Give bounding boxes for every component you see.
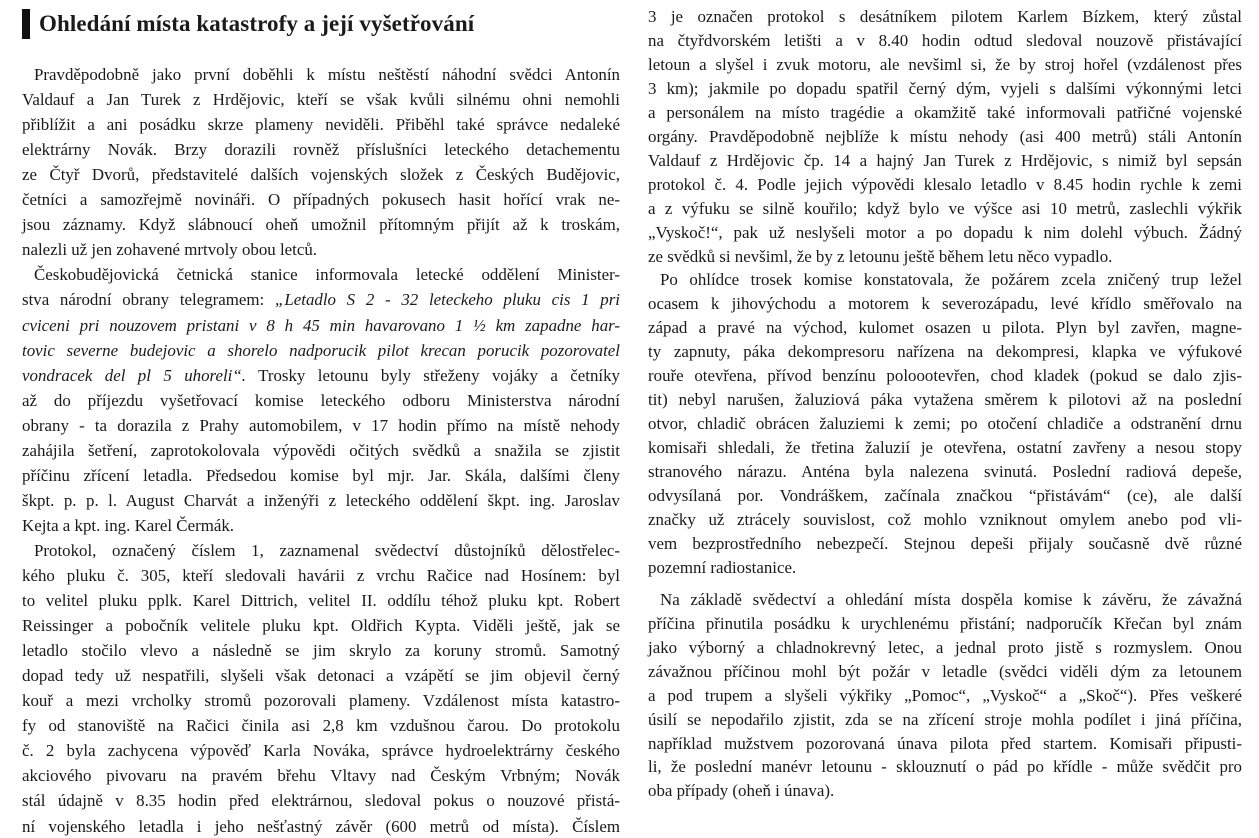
text-line: ty zapnuty, páka dekompresoru nařízena na dekompresi, klapka ve výfukové: [648, 342, 1242, 362]
text-line: ze Čtyř Dvorů, představitelé dalších vojenských složek z Českých Budějovic,: [22, 165, 620, 185]
text-line: elektrárny Novák. Brzy dorazili rovněž příslušníci leteckého detachementu: [22, 140, 620, 160]
text-line: příčina přinutila posádku k urychlenému přistání; nadporučík Křečan byl znám: [648, 613, 1242, 633]
text-line: vondracek del pl 5 uhoreli“. Trosky letounu byly střeženy vojáky a četníky: [22, 365, 620, 385]
text-line: a pod trupem a slyšeli výkřiky „Pomoc“, „Vyskoč“ a „Skoč“). Přes veškeré: [648, 685, 1242, 705]
text-line: protokol č. 4. Podle jejich výpovědi klesalo letadlo v 8.45 hodin rychle k zemi: [648, 174, 1242, 194]
text-line: tit) nebyl narušen, žaluziová páka vytažena směrem k pilotovi až na poslední: [648, 390, 1242, 410]
text-line: četníci a samozřejmě novináři. O případných pokusech hasit hořící vrak ne-: [22, 190, 620, 210]
text-line: akciového pivovaru na pravém břehu Vltavy nad Českým Vrbným; Novák: [22, 766, 620, 786]
text-line: letadlo stočilo vlevo a následně se jim skrylo za koruny stromů. Samotný: [22, 641, 620, 661]
text-line: fy od stanoviště na Račici činila asi 2,8 km vzdušnou čarou. Do protokolu: [22, 716, 620, 736]
text-line: závažnou příčinou mohl být požár v letadle (svědci viděli dým za letounem: [648, 661, 1242, 681]
text-line: 3 je označen protokol s desátníkem pilotem Karlem Bízkem, který zůstal: [648, 7, 1242, 26]
text-line: a z výfuku se silně kouřilo; když bylo ve výšce asi 10 metrů, zaslechli výkřik: [648, 198, 1242, 218]
text-line: Kejta a kpt. ing. Karel Čermák.: [22, 515, 234, 535]
text-line: stál údajně v 8.35 hodin před elektrárnou, sledoval pokus o nouzové přistá-: [22, 791, 620, 811]
text-line: Pravděpodobně jako první doběhli k místu neštěstí náhodní svědci Antonín: [34, 65, 620, 84]
text-line: Reissinger a pobočník velitele pluku kpt. Oldřich Kypta. Viděli ještě, jak se: [22, 616, 620, 636]
text-line: zahájila šetření, zaprotokolovala výpovědi očitých svědků a snažila se zjistit: [22, 440, 620, 460]
text-line: jako výborný a chladnokrevný letec, a jednal proto jistě s rozmyslem. Onou: [648, 637, 1242, 657]
text-line: to velitel pluku pplk. Karel Dittrich, velitel II. oddílu téhož pluku kpt. Robert: [22, 591, 620, 611]
text-line: 3 km); jakmile po dopadu spatřil černý dým, vyjeli s dalšími výkonnými letci: [648, 78, 1242, 98]
text-line: „Vyskoč!“, pak už neslyšeli motor a po dopadu k nim dolehl výbuch. Žádný: [648, 222, 1242, 242]
text-line: až do příjezdu vyšetřovací komise leteckého odboru Ministerstva národní: [22, 390, 620, 410]
text-line: dopad tedy už nespatřili, slyšeli však detonaci a vzápětí se jim objevil černý: [22, 666, 620, 686]
text-line: letoun a slyšel i zvuk motoru, ale nevšiml si, že by stroj hořel (vzdálenost přes: [648, 54, 1242, 74]
text-line: ze svědků si nevšiml, že by z letounu ještě během letu něco vypadlo.: [648, 246, 1113, 266]
text-line: kého pluku č. 305, kteří sledovali havárii z vrchu Račice nad Hosínem: byl: [22, 566, 620, 585]
text-line: č. 2 byla zachycena výpověď Karla Nováka, správce hydroelektrárny českého: [22, 741, 620, 761]
text-line: škpt. p. p. l. August Charvát a inženýři z leteckého oddělení škpt. ing. Jaroslav: [22, 490, 620, 510]
text-line: oba případy (oheň i únava).: [648, 781, 835, 801]
text-line: li, že poslední manévr letounu - sklouznutí o pád po křídle - může svědčit pro: [648, 757, 1242, 777]
text-line: rouře otevřena, přívod benzínu poloootevřen, chod kladek (pokud se dalo zjis-: [648, 366, 1242, 386]
text-line: odvysílaná por. Vondráškem, začínala značkou “přistávám“ (ce), ale další: [648, 486, 1242, 505]
text-line: Po ohlídce trosek komise konstatovala, že požárem zcela zničený trup ležel: [660, 270, 1242, 290]
heading-title: Ohledání místa katastrofy a její vyšetřování: [39, 11, 475, 36]
text-line: jsou záznamy. Když slábnoucí oheň umožnil přítomným přijít až k troskám,: [22, 215, 620, 235]
text-line: orgány. Pravděpodobně nejblíže k místu nehody (asi 400 metrů) stáli Antonín: [648, 126, 1242, 146]
text-line: úsilí se nepodařilo zjistit, zda se na zřícení stroje mohla podílet i jiná příčina,: [648, 709, 1242, 729]
text-line: vem bezprostředního nebezpečí. Stejnou depeši přijaly současně dvě různé: [648, 533, 1242, 553]
text-line: kouř a mezi vrcholky stromů pozorovali plameny. Vzdálenost místa katastro-: [22, 691, 620, 711]
text-line: ní vojenského letadla i jeho nešťastný závěr (600 metrů od místa). Číslem: [22, 816, 620, 836]
text-line: ocasem k jihovýchodu a motorem k severozápadu, levé křídlo směřovalo na: [648, 294, 1242, 314]
text-line: Protokol, označený číslem 1, zaznamenal svědectví důstojníků dělostřelec-: [34, 540, 620, 560]
text-line: tovic severne budejovic a shorelo nadporucik pilot krecan porucik pozorovatel: [22, 340, 620, 360]
text-line: na čtyřdvorském letišti a v 8.40 hodin odtud sledoval nouzově přistávající: [648, 30, 1242, 50]
text-line: Českobudějovická četnická stanice informovala letecké oddělení Minister-: [34, 265, 620, 285]
text-line: Valdauf z Hrdějovic čp. 14 a hajný Jan Turek z Hrdějovic, s nimiž byl sepsán: [648, 150, 1242, 170]
text-line: stva národní obrany telegramem: „Letadlo S 2 - 32 leteckeho pluku cis 1 pri: [22, 290, 620, 310]
text-line: pozemní radiostanice.: [648, 557, 797, 577]
text-line: komisaři shledali, že třetina žaluzií je otevřena, ostatní zavřeny a nesou stopy: [648, 438, 1242, 458]
text-line: Valdauf a Jan Turek z Hrdějovic, kteří se však kvůli silnému ohni nemohli: [22, 90, 620, 110]
text-line: značky už ztrácely souvislost, což mohlo vzniknout omylem anebo pod vli-: [648, 509, 1242, 529]
text-line: obrany - ta dorazila z Prahy automobilem, v 17 hodin přímo na místě nehody: [22, 415, 620, 435]
text-line: stranového nárazu. Anténa byla nalezena svinutá. Poslední radiová depeše,: [648, 462, 1242, 482]
text-line: Na základě svědectví a ohledání místa dospěla komise k závěru, že závažná: [660, 589, 1242, 609]
article-heading: [22, 6, 474, 42]
text-line: a personálem na místo tragédie a okamžitě také informovali patřičné vojenské: [648, 102, 1242, 122]
text-line: přiblížit a ani posádku skrze plameny neviděli. Přiběhl také správce nedaleké: [22, 115, 620, 135]
text-line: například mužstvem pozorovaná únava pilota před startem. Komisaři připusti-: [648, 733, 1242, 753]
text-line: západ a pravé na východ, kulomet osazen u pilota. Plyn byl zavřen, magne-: [648, 318, 1242, 338]
text-line: příčinu zřícení letadla. Předsedou komise byl mjr. Jar. Skála, dalšími členy: [22, 465, 620, 485]
text-line: nalezli už jen zohavené mrtvoly obou letců.: [22, 240, 318, 260]
heading-marker-bar: [22, 9, 30, 39]
text-line: otvor, chladič obrácen žaluziemi k zemi; po otočení chladiče a odstranění drnu: [648, 414, 1242, 434]
text-line: cviceni pri nouzovem pristani v 8 h 45 min havarovano 1 ½ km zapadne har-: [22, 315, 620, 335]
